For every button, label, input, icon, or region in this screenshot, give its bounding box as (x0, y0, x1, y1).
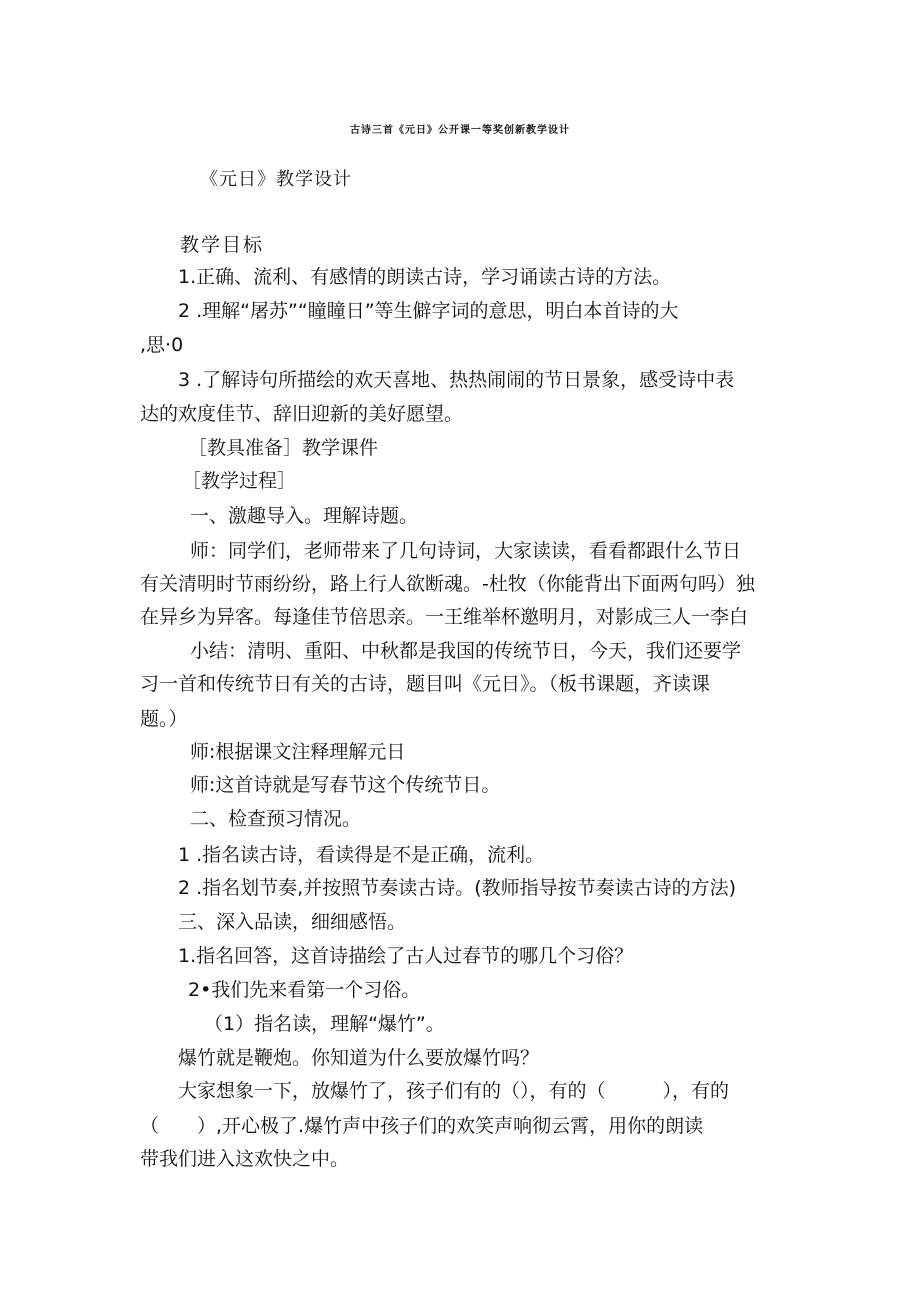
paragraph-line: 2 .理解“屠苏”“瞳瞳日”等生僻字词的意思，明白本首诗的大 (178, 300, 679, 322)
paragraph-line: 3 .了解诗句所描绘的欢天喜地、热热闹闹的节日景象，感受诗中表 (178, 369, 735, 391)
paragraph-line: 题。） (140, 708, 188, 730)
section-heading: 三、深入品读，细细感悟。 (178, 911, 407, 933)
section-heading: 一、激趣导入。理解诗题。 (190, 505, 419, 527)
paragraph-line: 大家想象一下，放爆竹了，孩子们有的（），有的（ ），有的 (178, 1080, 730, 1102)
paragraph-line: 2 .指名划节奏,并按照节奏读古诗。(教师指导按节奏读古诗的方法) (178, 877, 737, 899)
paragraph-line: 1 .指名读古诗，看读得是不是正确，流利。 (178, 844, 545, 866)
document-title: 古诗三首《元日》公开课一等奖创新教学设计 (350, 125, 570, 136)
paragraph-line: 带我们进入这欢快之中。 (140, 1148, 350, 1170)
paragraph-line: 1.指名回答，这首诗描绘了古人过春节的哪几个习俗？ (178, 945, 634, 967)
paragraph-line: 爆竹就是鞭炮。你知道为什么要放爆竹吗？ (178, 1047, 540, 1069)
paragraph-line: 2•我们先来看第一个习俗。 (188, 979, 421, 1001)
section-heading: ［教学过程］ (182, 470, 297, 492)
paragraph-line: 师:这首诗就是写春节这个传统节日。 (190, 774, 501, 796)
paragraph-line: 小结：清明、重阳、中秋都是我国的传统节日，今天，我们还要学 (190, 640, 742, 662)
paragraph-line: （ ）,开心极了.爆竹声中孩子们的欢笑声响彻云霄，用你的朗读 (140, 1115, 704, 1137)
paragraph-line: ,思·0 (140, 334, 184, 356)
paragraph-line: 在异乡为异客。每逢佳节倍思亲。一王维举杯邀明月，对影成三人一李白 (140, 606, 749, 628)
paragraph-line: 有关清明时节雨纷纷，路上行人欲断魂。-杜牧（你能背出下面两句吗）独 (140, 573, 755, 595)
paragraph-line: 师：同学们，老师带来了几句诗词，大家读读，看看都跟什么节日 (190, 540, 742, 562)
paragraph-line: 1.正确、流利、有感情的朗读古诗，学习诵读古诗的方法。 (178, 266, 672, 288)
paragraph-line: 师:根据课文注释理解元日 (190, 741, 406, 763)
section-heading: ［教具准备］教学课件 (188, 437, 379, 459)
section-heading: 教学目标 (180, 234, 265, 256)
paragraph-line: （1）指名读，理解“爆竹”。 (204, 1013, 445, 1035)
paragraph-line: 达的欢度佳节、辞旧迎新的美好愿望。 (140, 403, 464, 425)
section-heading: 二、检查预习情况。 (190, 808, 362, 830)
paragraph-line: 习一首和传统节日有关的古诗，题目叫《元日》。（板书课题，齐读课 (140, 673, 711, 695)
subtitle: 《元日》教学设计 (200, 169, 352, 190)
